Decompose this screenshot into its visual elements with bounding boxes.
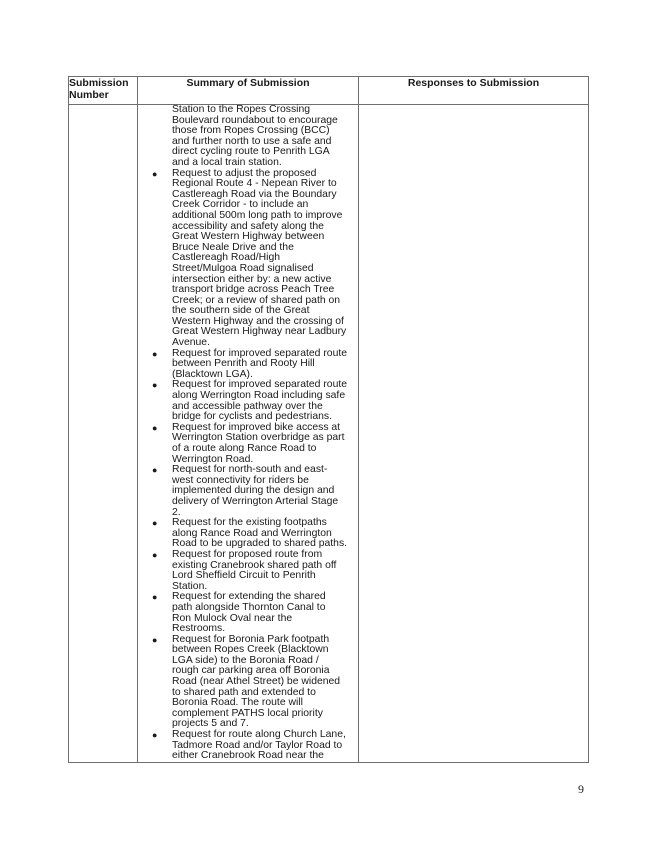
list-item-line: intersection either by: a new active <box>172 273 332 285</box>
list-item <box>138 518 358 550</box>
list-item <box>138 169 358 349</box>
summary-intro-line: direct cycling route to Penrith LGA <box>172 146 330 158</box>
list-item-line: Request for improved separated route <box>172 379 348 391</box>
list-item-line: Avenue. <box>172 337 210 349</box>
list-item-line: Request for route along Church Lane, <box>172 729 346 741</box>
list-item-line: Werrington Station overbridge as part <box>172 432 345 444</box>
list-item-line: delivery of Werrington Arterial Stage <box>172 495 339 507</box>
summary-intro-text <box>172 105 358 169</box>
bullet-icon: ● <box>152 422 158 433</box>
list-item-line: rough car parking area off Boronia <box>172 665 330 677</box>
list-item-line: between Ropes Creek (Blacktown <box>172 644 329 656</box>
list-item-line: Road (near Athel Street) be widened <box>172 676 341 688</box>
table-header-row <box>69 77 589 105</box>
list-item-line: additional 500m long path to improve <box>172 209 343 221</box>
summary-cell <box>138 105 359 763</box>
list-item-line: LGA side) to the Boronia Road / <box>172 654 319 666</box>
list-item-line: Request to adjust the proposed <box>172 167 317 179</box>
list-item-line: Street/Mulgoa Road signalised <box>172 262 314 274</box>
list-item-line: accessibility and safety along the <box>172 220 324 232</box>
list-item-line: along Werrington Road including safe <box>172 390 346 402</box>
list-item-line: Request for the existing footpaths <box>172 517 327 529</box>
bullet-icon: ● <box>152 465 158 476</box>
submission-number-cell <box>69 105 138 763</box>
list-item-line: Werrington Road. <box>172 453 254 465</box>
list-item-line: Tadmore Road and/or Taylor Road to <box>172 739 343 751</box>
list-item-line: complement PATHS local priority <box>172 707 323 719</box>
submissions-table <box>68 76 589 763</box>
list-item-line: Great Western Highway between <box>172 231 325 243</box>
list-item-line: Castlereagh Road via the Boundary <box>172 188 337 200</box>
list-item <box>138 423 358 465</box>
list-item <box>138 349 358 381</box>
header-responses-to-submission: Responses to Submission <box>359 77 589 105</box>
page-number: 9 <box>578 782 584 796</box>
list-item-line: Request for proposed route from <box>172 548 323 560</box>
list-item <box>138 380 358 422</box>
list-item-line: Request for Boronia Park footpath <box>172 633 330 645</box>
list-item-line: west connectivity for riders be <box>172 474 309 486</box>
list-item <box>138 730 358 762</box>
list-item-line: Request for extending the shared <box>172 591 326 603</box>
list-item <box>138 550 358 592</box>
header-summary-of-submission: Summary of Submission <box>138 77 359 105</box>
list-item-line: projects 5 and 7. <box>172 718 249 730</box>
list-item-line: 2. <box>172 506 181 518</box>
summary-intro-line: and further north to use a safe and <box>172 135 332 147</box>
list-item-line: Restrooms. <box>172 623 226 635</box>
list-item-line: Regional Route 4 - Nepean River to <box>172 178 337 190</box>
list-item-line: along Rance Road and Werrington <box>172 527 332 539</box>
list-item-line: Great Western Highway near Ladbury <box>172 326 347 338</box>
summary-intro-line: Boulevard roundabout to encourage <box>172 114 338 126</box>
list-item-line: bridge for cyclists and pedestrians. <box>172 411 332 423</box>
list-item-line: Road to be upgraded to shared paths. <box>172 538 348 550</box>
list-item-line: Western Highway and the crossing of <box>172 315 344 327</box>
bullet-icon: ● <box>152 380 158 391</box>
table-row <box>69 105 589 763</box>
list-item-line: and accessible pathway over the <box>172 400 323 412</box>
summary-intro-line: Station to the Ropes Crossing <box>172 104 311 115</box>
list-item-line: of a route along Rance Road to <box>172 443 317 454</box>
bullet-icon: ● <box>152 348 158 359</box>
list-item-line: Castlereagh Road/High <box>172 252 281 264</box>
list-item-line: Ron Mulock Oval near the <box>172 612 293 624</box>
summary-intro-line: and a local train station. <box>172 156 282 168</box>
responses-cell <box>359 105 589 763</box>
header-submission-number: Submission Number <box>69 77 138 105</box>
list-item-line: Station. <box>172 580 208 592</box>
list-item-line: Bruce Neale Drive and the <box>172 241 294 253</box>
list-item-line: to shared path and extended to <box>172 686 316 698</box>
list-item-line: Request for north-south and east- <box>172 464 328 476</box>
list-item-line: (Blacktown LGA). <box>172 368 253 380</box>
summary-intro-line: those from Ropes Crossing (BCC) <box>172 125 330 137</box>
bullet-icon: ● <box>152 730 158 741</box>
list-item-line: the southern side of the Great <box>172 305 310 317</box>
list-item <box>138 635 358 730</box>
bullet-icon: ● <box>152 518 158 529</box>
list-item-line: existing Cranebrook shared path off <box>172 559 337 571</box>
summary-list <box>138 169 358 762</box>
list-item-line: Lord Sheffield Circuit to Penrith <box>172 570 316 582</box>
bullet-icon: ● <box>152 549 158 560</box>
list-item-line: either Cranebrook Road near the <box>172 750 324 762</box>
list-item-line: transport bridge across Peach Tree <box>172 284 335 296</box>
list-item-line: Request for improved bike access at <box>172 421 341 433</box>
list-item-line: Creek Corridor - to include an <box>172 199 309 211</box>
bullet-icon: ● <box>152 592 158 603</box>
list-item <box>138 465 358 518</box>
list-item-line: Creek; or a review of shared path on <box>172 294 341 306</box>
bullet-icon: ● <box>152 168 158 179</box>
list-item <box>138 592 358 634</box>
list-item-line: Boronia Road. The route will <box>172 697 303 709</box>
bullet-icon: ● <box>152 634 158 645</box>
list-item-line: between Penrith and Rooty Hill <box>172 358 315 370</box>
list-item-line: implemented during the design and <box>172 485 335 497</box>
list-item-line: path alongside Thornton Canal to <box>172 601 326 613</box>
list-item-line: Request for improved separated route <box>172 347 348 359</box>
